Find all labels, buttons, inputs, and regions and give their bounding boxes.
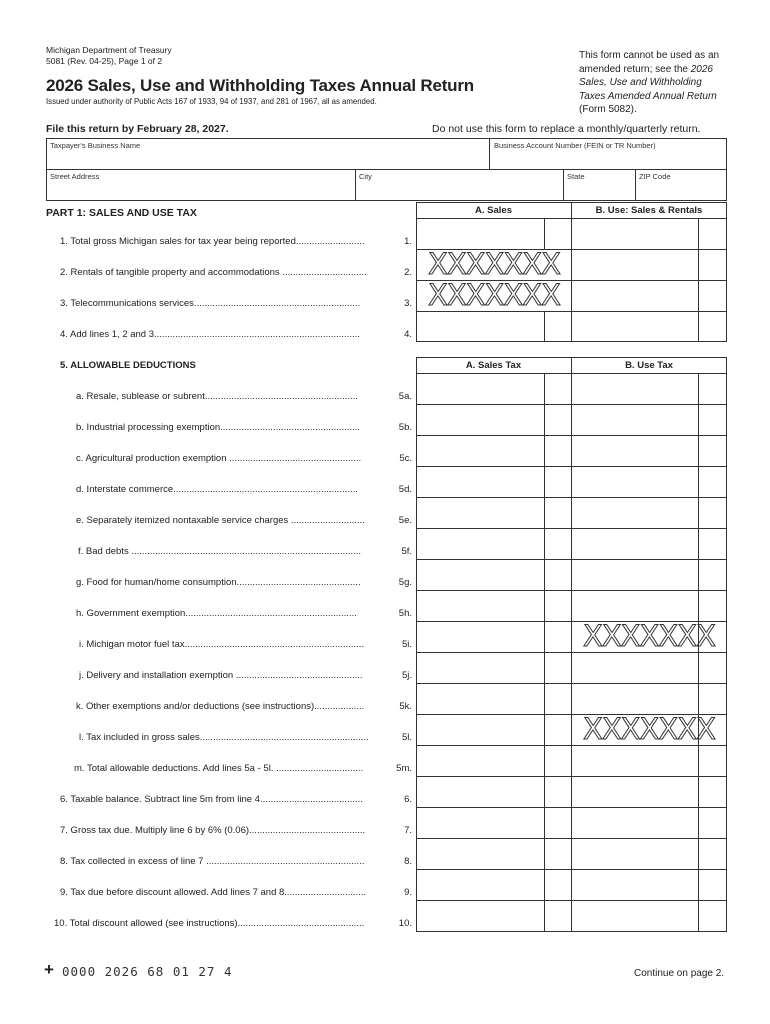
line-8-label: 8. Tax collected in excess of line 7 ............................................................ <box>60 856 365 867</box>
do-not-use-notice: Do not use this form to replace a monthly/quarterly return. <box>432 123 701 135</box>
line-5e-number: 5e. <box>398 515 412 526</box>
notice-line-2 <box>579 63 739 77</box>
form-title: 2026 Sales, Use and Withholding Taxes Annual Return <box>46 76 474 95</box>
line-5j-label: j. Delivery and installation exemption ................................................ <box>79 670 363 681</box>
file-by-date: File this return by February 28, 2027. <box>46 123 229 135</box>
notice-line-1: This form cannot be used as an <box>579 50 720 61</box>
line-5a-number: 5a. <box>398 391 412 402</box>
crossed-out-field: XXXXXXX <box>582 621 716 651</box>
line-3-number: 3. <box>404 298 412 309</box>
col-b-use-tax: B. Use Tax <box>625 360 673 371</box>
line-2-label: 2. Rentals of tangible property and accommodations ................................ <box>60 267 367 278</box>
line-5d-number: 5d. <box>398 484 412 495</box>
notice-line-4 <box>579 90 739 104</box>
line-5d-label: d. Interstate commerce...................................................................... <box>76 484 358 495</box>
line-5k-label: k. Other exemptions and/or deductions (see instructions)................... <box>76 701 365 712</box>
account-number-field[interactable]: Business Account Number (FEIN or TR Number) <box>494 141 656 150</box>
line-5b-number: 5b. <box>398 422 412 433</box>
line-4-number: 4. <box>404 329 412 340</box>
continue-notice: Continue on page 2. <box>634 968 725 979</box>
line-5e-label: e. Separately itemized nontaxable service charges ............................ <box>76 515 365 526</box>
street-address-field[interactable]: Street Address <box>50 172 100 181</box>
line-5g-number: 5g. <box>398 577 412 588</box>
notice-line-3-italic: Sales, Use and Withholding <box>579 77 702 88</box>
notice-line-3 <box>579 76 739 90</box>
crossed-out-field: XXXXXXX <box>582 714 716 744</box>
plus-mark: + <box>44 960 54 979</box>
line-5k-number: 5k. <box>399 701 412 712</box>
agency-name: Michigan Department of Treasury <box>46 45 172 55</box>
crossed-out-field: XXXXXXX <box>427 280 561 310</box>
form-revision: 5081 (Rev. 04-25), Page 1 of 2 <box>46 56 163 66</box>
line-5i-label: i. Michigan motor fuel tax.................................................................... <box>79 639 365 650</box>
line-3-label: 3. Telecommunications services............................................................... <box>60 298 361 309</box>
line-1-use-input[interactable] <box>572 219 698 249</box>
line-5b-label: b. Industrial processing exemption..................................................... <box>76 422 361 433</box>
line-4-label: 4. Add lines 1, 2 and 3.............................................................................. <box>60 329 360 340</box>
line-5c-label: c. Agricultural production exemption .................................................. <box>76 453 362 464</box>
col-a-sales: A. Sales <box>475 205 512 216</box>
line-1-number: 1. <box>404 236 412 247</box>
line-6-label: 6. Taxable balance. Subtract line 5m from line 4....................................... <box>60 794 363 805</box>
deductions-title: 5. ALLOWABLE DEDUCTIONS <box>60 360 196 371</box>
city-field[interactable]: City <box>359 172 372 181</box>
line-5m-number: 5m. <box>396 763 412 774</box>
line-5l-label: l. Tax included in gross sales................................................................ <box>79 732 369 743</box>
line-9-number: 9. <box>404 887 412 898</box>
line-5f-label: f. Bad debts ....................................................................................... <box>78 546 361 557</box>
line-2-number: 2. <box>404 267 412 278</box>
part1-title: PART 1: SALES AND USE TAX <box>46 207 197 219</box>
line-1-sales-input[interactable] <box>417 219 544 249</box>
line-5i-number: 5i. <box>401 639 412 650</box>
col-b-use: B. Use: Sales & Rentals <box>595 205 703 216</box>
notice-line-4-italic: Taxes Amended Annual Return <box>579 90 717 102</box>
line-5h-label: h. Government exemption................................................................. <box>76 608 357 619</box>
barcode-number: 0000 2026 68 01 27 4 <box>62 964 233 979</box>
line-5j-number: 5j. <box>401 670 412 681</box>
line-5h-number: 5h. <box>398 608 412 619</box>
state-field[interactable]: State <box>567 172 585 181</box>
line-1-label: 1. Total gross Michigan sales for tax year being reported.......................... <box>60 236 365 247</box>
line-5m-label: m. Total allowable deductions. Add lines 5a - 5l. ................................. <box>74 763 364 774</box>
line-9-label: 9. Tax due before discount allowed. Add lines 7 and 8............................... <box>60 887 367 898</box>
business-name-field[interactable]: Taxpayer's Business Name <box>50 141 141 150</box>
zip-code-field[interactable]: ZIP Code <box>639 172 671 181</box>
line-5a-label: a. Resale, sublease or subrent.......................................................... <box>76 391 358 402</box>
crossed-out-field: XXXXXXX <box>427 249 561 279</box>
line-7-label: 7. Gross tax due. Multiply line 6 by 6% (0.06)............................................ <box>60 825 366 836</box>
line-10-label: 10. Total discount allowed (see instructions)................................................ <box>54 918 365 929</box>
line-5g-label: g. Food for human/home consumption............................................... <box>76 577 361 588</box>
line-5c-number: 5c. <box>399 453 412 464</box>
col-a-sales-tax: A. Sales Tax <box>465 360 522 371</box>
notice-line-5: (Form 5082). <box>579 104 637 115</box>
line-5f-number: 5f. <box>401 546 412 557</box>
line-6-number: 6. <box>404 794 412 805</box>
notice-line-2-italic: 2026 <box>690 63 713 75</box>
authority-text: Issued under authority of Public Acts 167 of 1933, 94 of 1937, and 281 of 1967, all as amended. <box>46 97 377 106</box>
line-7-number: 7. <box>404 825 412 836</box>
line-10-number: 10. <box>398 918 412 929</box>
line-5l-number: 5l. <box>401 732 412 743</box>
amended-notice <box>579 49 739 117</box>
line-8-number: 8. <box>404 856 412 867</box>
notice-line-2-text: amended return; see the <box>579 63 691 75</box>
